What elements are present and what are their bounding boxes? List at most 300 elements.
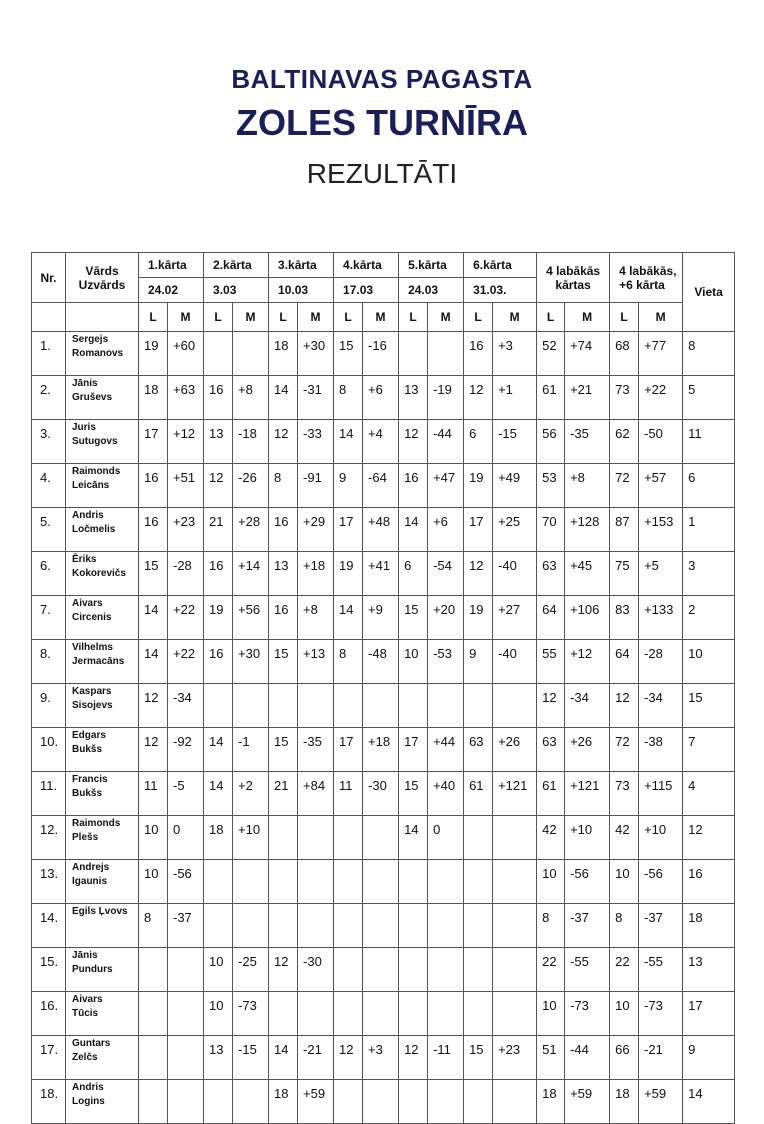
header-round-5: 5.kārta xyxy=(399,253,464,278)
results-body xyxy=(32,332,735,1124)
score-cell: +23 xyxy=(168,508,204,552)
score-cell: 16 xyxy=(204,376,233,420)
score-cell: 14 xyxy=(269,376,298,420)
player-last-name: Pundurs xyxy=(72,964,113,975)
row-number: 10. xyxy=(32,728,66,772)
score-cell: 16 xyxy=(269,508,298,552)
row-number: 13. xyxy=(32,860,66,904)
player-last-name: Ločmelis xyxy=(72,524,116,535)
score-cell xyxy=(399,1080,428,1124)
player-first-name: Andris xyxy=(72,1082,104,1093)
score-cell: +18 xyxy=(298,552,334,596)
score-cell: -73 xyxy=(639,992,683,1036)
score-cell xyxy=(493,948,537,992)
score-cell: 61 xyxy=(464,772,493,816)
sub-l: L xyxy=(464,303,493,332)
sub-l: L xyxy=(269,303,298,332)
score-cell xyxy=(298,860,334,904)
sub-m: M xyxy=(168,303,204,332)
score-cell: 0 xyxy=(168,816,204,860)
score-cell xyxy=(168,1036,204,1080)
place-cell: 5 xyxy=(683,376,735,420)
place-cell: 1 xyxy=(683,508,735,552)
score-cell: -38 xyxy=(639,728,683,772)
score-cell xyxy=(464,860,493,904)
player-name xyxy=(66,1036,139,1080)
table-row xyxy=(32,464,735,508)
score-cell: 10 xyxy=(537,860,565,904)
header-round-2: 2.kārta xyxy=(204,253,269,278)
player-last-name: Sutugovs xyxy=(72,436,118,447)
score-cell: +47 xyxy=(428,464,464,508)
place-cell: 11 xyxy=(683,420,735,464)
score-cell: -34 xyxy=(565,684,610,728)
score-cell: -55 xyxy=(565,948,610,992)
header-round-1: 1.kārta xyxy=(139,253,204,278)
player-first-name: Francis xyxy=(72,774,108,785)
row-number: 3. xyxy=(32,420,66,464)
place-cell: 6 xyxy=(683,464,735,508)
score-cell xyxy=(428,860,464,904)
sub-m: M xyxy=(493,303,537,332)
score-cell xyxy=(464,1080,493,1124)
score-cell xyxy=(298,816,334,860)
score-cell xyxy=(334,992,363,1036)
score-cell xyxy=(298,992,334,1036)
row-number: 5. xyxy=(32,508,66,552)
score-cell: 66 xyxy=(610,1036,639,1080)
row-number: 9. xyxy=(32,684,66,728)
score-cell: +18 xyxy=(363,728,399,772)
player-first-name: Juris xyxy=(72,422,96,433)
score-cell: -31 xyxy=(298,376,334,420)
player-name xyxy=(66,948,139,992)
table-row xyxy=(32,552,735,596)
score-cell xyxy=(493,1080,537,1124)
player-first-name: Jānis xyxy=(72,378,98,389)
table-row xyxy=(32,420,735,464)
score-cell xyxy=(334,684,363,728)
score-cell: -50 xyxy=(639,420,683,464)
score-cell: +60 xyxy=(168,332,204,376)
score-cell: +23 xyxy=(493,1036,537,1080)
score-cell: 61 xyxy=(537,376,565,420)
score-cell: 12 xyxy=(269,948,298,992)
score-cell: +8 xyxy=(233,376,269,420)
score-cell: +133 xyxy=(639,596,683,640)
score-cell: +106 xyxy=(565,596,610,640)
player-last-name: Igaunis xyxy=(72,876,108,887)
score-cell: -40 xyxy=(493,640,537,684)
player-last-name: Bukšs xyxy=(72,788,103,799)
place-cell: 10 xyxy=(683,640,735,684)
score-cell: 19 xyxy=(464,596,493,640)
player-name xyxy=(66,728,139,772)
score-cell: -53 xyxy=(428,640,464,684)
score-cell: 17 xyxy=(399,728,428,772)
sub-l: L xyxy=(334,303,363,332)
score-cell: +128 xyxy=(565,508,610,552)
score-cell xyxy=(399,992,428,1036)
score-cell: 21 xyxy=(204,508,233,552)
score-cell xyxy=(204,684,233,728)
score-cell xyxy=(493,992,537,1036)
score-cell: 72 xyxy=(610,464,639,508)
score-cell: 10 xyxy=(139,816,168,860)
score-cell xyxy=(464,948,493,992)
score-cell xyxy=(428,992,464,1036)
score-cell xyxy=(493,904,537,948)
score-cell xyxy=(139,1080,168,1124)
score-cell: +5 xyxy=(639,552,683,596)
score-cell: -35 xyxy=(565,420,610,464)
score-cell: 14 xyxy=(204,772,233,816)
header-date-6: 31.03. xyxy=(464,278,537,303)
score-cell: 10 xyxy=(139,860,168,904)
score-cell: +153 xyxy=(639,508,683,552)
score-cell: 8 xyxy=(139,904,168,948)
sub-l: L xyxy=(139,303,168,332)
place-cell: 14 xyxy=(683,1080,735,1124)
score-cell: +22 xyxy=(168,596,204,640)
score-cell: +45 xyxy=(565,552,610,596)
score-cell: 15 xyxy=(269,640,298,684)
table-row xyxy=(32,332,735,376)
score-cell: 87 xyxy=(610,508,639,552)
score-cell: +49 xyxy=(493,464,537,508)
score-cell xyxy=(269,816,298,860)
place-cell: 18 xyxy=(683,904,735,948)
score-cell: +56 xyxy=(233,596,269,640)
score-cell: 18 xyxy=(204,816,233,860)
score-cell: -21 xyxy=(298,1036,334,1080)
score-cell xyxy=(363,860,399,904)
score-cell: +25 xyxy=(493,508,537,552)
score-cell: +29 xyxy=(298,508,334,552)
header-best4-plus6: 4 labākās, +6 kārta xyxy=(610,253,683,303)
score-cell xyxy=(334,904,363,948)
score-cell xyxy=(493,684,537,728)
score-cell xyxy=(168,948,204,992)
score-cell: +21 xyxy=(565,376,610,420)
score-cell: +121 xyxy=(493,772,537,816)
place-cell: 4 xyxy=(683,772,735,816)
place-cell: 12 xyxy=(683,816,735,860)
score-cell: 15 xyxy=(269,728,298,772)
score-cell: 12 xyxy=(334,1036,363,1080)
place-cell: 16 xyxy=(683,860,735,904)
score-cell xyxy=(399,904,428,948)
score-cell: 75 xyxy=(610,552,639,596)
score-cell: 68 xyxy=(610,332,639,376)
table-row xyxy=(32,684,735,728)
player-first-name: Egils Ļvovs xyxy=(72,906,128,917)
score-cell: +27 xyxy=(493,596,537,640)
player-first-name: Jānis xyxy=(72,950,98,961)
player-first-name: Aivars xyxy=(72,598,103,609)
score-cell: +3 xyxy=(363,1036,399,1080)
score-cell: 62 xyxy=(610,420,639,464)
score-cell xyxy=(204,1080,233,1124)
row-number: 1. xyxy=(32,332,66,376)
score-cell: 83 xyxy=(610,596,639,640)
player-first-name: Raimonds xyxy=(72,818,121,829)
score-cell: 8 xyxy=(334,640,363,684)
player-name xyxy=(66,332,139,376)
score-cell: +40 xyxy=(428,772,464,816)
header-date-5: 24.03 xyxy=(399,278,464,303)
score-cell: 8 xyxy=(610,904,639,948)
score-cell: +44 xyxy=(428,728,464,772)
score-cell xyxy=(233,860,269,904)
score-cell: 55 xyxy=(537,640,565,684)
score-cell xyxy=(428,1080,464,1124)
table-row xyxy=(32,728,735,772)
score-cell: -34 xyxy=(168,684,204,728)
score-cell xyxy=(168,992,204,1036)
score-cell: 14 xyxy=(399,816,428,860)
place-cell: 17 xyxy=(683,992,735,1036)
score-cell: -92 xyxy=(168,728,204,772)
player-name xyxy=(66,684,139,728)
table-row xyxy=(32,376,735,420)
row-number: 14. xyxy=(32,904,66,948)
score-cell: 14 xyxy=(334,596,363,640)
player-first-name: Guntars xyxy=(72,1038,111,1049)
sub-l: L xyxy=(204,303,233,332)
row-number: 16. xyxy=(32,992,66,1036)
header-round-3: 3.kārta xyxy=(269,253,334,278)
score-cell: 18 xyxy=(269,332,298,376)
table-row xyxy=(32,1080,735,1124)
score-cell xyxy=(139,948,168,992)
score-cell: 10 xyxy=(399,640,428,684)
score-cell: +74 xyxy=(565,332,610,376)
score-cell: -30 xyxy=(298,948,334,992)
score-cell xyxy=(363,816,399,860)
score-cell: 42 xyxy=(610,816,639,860)
score-cell: +63 xyxy=(168,376,204,420)
player-name xyxy=(66,640,139,684)
score-cell xyxy=(464,816,493,860)
table-row xyxy=(32,772,735,816)
player-name xyxy=(66,816,139,860)
score-cell: 19 xyxy=(139,332,168,376)
score-cell: 63 xyxy=(464,728,493,772)
score-cell: 10 xyxy=(204,948,233,992)
player-last-name: Romanovs xyxy=(72,348,124,359)
player-last-name: Zelčs xyxy=(72,1052,98,1063)
score-cell: 9 xyxy=(464,640,493,684)
results-table xyxy=(31,252,735,1124)
player-last-name: Gruševs xyxy=(72,392,113,403)
score-cell: 12 xyxy=(269,420,298,464)
row-number: 15. xyxy=(32,948,66,992)
score-cell: 18 xyxy=(139,376,168,420)
score-cell xyxy=(334,948,363,992)
score-cell: 15 xyxy=(464,1036,493,1080)
score-cell: 12 xyxy=(537,684,565,728)
score-cell xyxy=(464,992,493,1036)
table-row xyxy=(32,992,735,1036)
score-cell: 17 xyxy=(464,508,493,552)
score-cell: 11 xyxy=(334,772,363,816)
score-cell: +12 xyxy=(168,420,204,464)
score-cell: +59 xyxy=(565,1080,610,1124)
score-cell: +30 xyxy=(233,640,269,684)
player-first-name: Kaspars xyxy=(72,686,112,697)
score-cell: -37 xyxy=(639,904,683,948)
player-last-name: Kokorevičs xyxy=(72,568,126,579)
player-last-name: Circenis xyxy=(72,612,112,623)
score-cell: 13 xyxy=(399,376,428,420)
place-cell: 15 xyxy=(683,684,735,728)
score-cell: +22 xyxy=(639,376,683,420)
player-last-name: Plešs xyxy=(72,832,99,843)
header-spacer-name xyxy=(66,303,139,332)
player-last-name: Sisojevs xyxy=(72,700,113,711)
sub-m: M xyxy=(363,303,399,332)
score-cell: -26 xyxy=(233,464,269,508)
score-cell xyxy=(428,948,464,992)
title-line-2: ZOLES TURNĪRA xyxy=(236,102,528,143)
score-cell: 0 xyxy=(428,816,464,860)
player-first-name: Raimonds xyxy=(72,466,121,477)
table-row xyxy=(32,596,735,640)
place-cell: 8 xyxy=(683,332,735,376)
sub-m: M xyxy=(428,303,464,332)
score-cell: +121 xyxy=(565,772,610,816)
score-cell xyxy=(168,1080,204,1124)
score-cell: 14 xyxy=(334,420,363,464)
score-cell: +6 xyxy=(363,376,399,420)
player-first-name: Sergejs xyxy=(72,334,109,345)
score-cell: -54 xyxy=(428,552,464,596)
score-cell: -18 xyxy=(233,420,269,464)
score-cell: -37 xyxy=(168,904,204,948)
score-cell: 9 xyxy=(334,464,363,508)
score-cell xyxy=(363,904,399,948)
score-cell: +41 xyxy=(363,552,399,596)
score-cell xyxy=(399,684,428,728)
score-cell: -56 xyxy=(565,860,610,904)
score-cell: 12 xyxy=(204,464,233,508)
row-number: 11. xyxy=(32,772,66,816)
score-cell: -55 xyxy=(639,948,683,992)
score-cell: +10 xyxy=(565,816,610,860)
place-cell: 9 xyxy=(683,1036,735,1080)
sub-l: L xyxy=(537,303,565,332)
score-cell: 51 xyxy=(537,1036,565,1080)
score-cell: 18 xyxy=(537,1080,565,1124)
score-cell: 12 xyxy=(610,684,639,728)
score-cell: +13 xyxy=(298,640,334,684)
table-row xyxy=(32,508,735,552)
score-cell: +6 xyxy=(428,508,464,552)
header-place: Vieta xyxy=(683,253,735,332)
score-cell: -5 xyxy=(168,772,204,816)
score-cell: 21 xyxy=(269,772,298,816)
score-cell: +84 xyxy=(298,772,334,816)
score-cell: -15 xyxy=(493,420,537,464)
score-cell xyxy=(428,684,464,728)
score-cell: 52 xyxy=(537,332,565,376)
score-cell: 15 xyxy=(139,552,168,596)
place-cell: 13 xyxy=(683,948,735,992)
score-cell: 73 xyxy=(610,376,639,420)
score-cell xyxy=(298,684,334,728)
score-cell: 56 xyxy=(537,420,565,464)
score-cell: 61 xyxy=(537,772,565,816)
score-cell: 14 xyxy=(139,640,168,684)
player-name xyxy=(66,552,139,596)
score-cell: 12 xyxy=(139,684,168,728)
sub-m: M xyxy=(565,303,610,332)
score-cell: 12 xyxy=(399,1036,428,1080)
player-name xyxy=(66,464,139,508)
score-cell: 6 xyxy=(464,420,493,464)
score-cell: 22 xyxy=(610,948,639,992)
score-cell: 10 xyxy=(204,992,233,1036)
score-cell xyxy=(269,860,298,904)
score-cell: -40 xyxy=(493,552,537,596)
score-cell: -34 xyxy=(639,684,683,728)
score-cell: +10 xyxy=(639,816,683,860)
header-best4: 4 labākās kārtas xyxy=(537,253,610,303)
score-cell xyxy=(399,948,428,992)
title-line-1: BALTINAVAS PAGASTA xyxy=(231,64,533,94)
score-cell: 17 xyxy=(139,420,168,464)
score-cell: 16 xyxy=(204,552,233,596)
header-date-1: 24.02 xyxy=(139,278,204,303)
score-cell: 16 xyxy=(399,464,428,508)
row-number: 17. xyxy=(32,1036,66,1080)
player-name xyxy=(66,904,139,948)
score-cell xyxy=(334,816,363,860)
score-cell: 8 xyxy=(537,904,565,948)
score-cell: +8 xyxy=(565,464,610,508)
score-cell: 72 xyxy=(610,728,639,772)
score-cell: +10 xyxy=(233,816,269,860)
score-cell: +59 xyxy=(298,1080,334,1124)
score-cell: -44 xyxy=(428,420,464,464)
row-number: 2. xyxy=(32,376,66,420)
row-number: 18. xyxy=(32,1080,66,1124)
score-cell: +1 xyxy=(493,376,537,420)
score-cell: +14 xyxy=(233,552,269,596)
header-nr: Nr. xyxy=(32,253,66,303)
score-cell: 16 xyxy=(464,332,493,376)
score-cell: 8 xyxy=(334,376,363,420)
score-cell: 10 xyxy=(610,860,639,904)
score-cell: +26 xyxy=(493,728,537,772)
player-first-name: Vilhelms xyxy=(72,642,113,653)
score-cell xyxy=(233,1080,269,1124)
score-cell: 15 xyxy=(399,772,428,816)
score-cell xyxy=(298,904,334,948)
row-number: 7. xyxy=(32,596,66,640)
player-first-name: Andrejs xyxy=(72,862,110,873)
player-name xyxy=(66,772,139,816)
player-last-name: Logins xyxy=(72,1096,105,1107)
score-cell: 70 xyxy=(537,508,565,552)
score-cell xyxy=(334,860,363,904)
sub-l: L xyxy=(399,303,428,332)
score-cell xyxy=(399,332,428,376)
score-cell: 19 xyxy=(204,596,233,640)
score-cell: -28 xyxy=(639,640,683,684)
score-cell: 13 xyxy=(204,420,233,464)
